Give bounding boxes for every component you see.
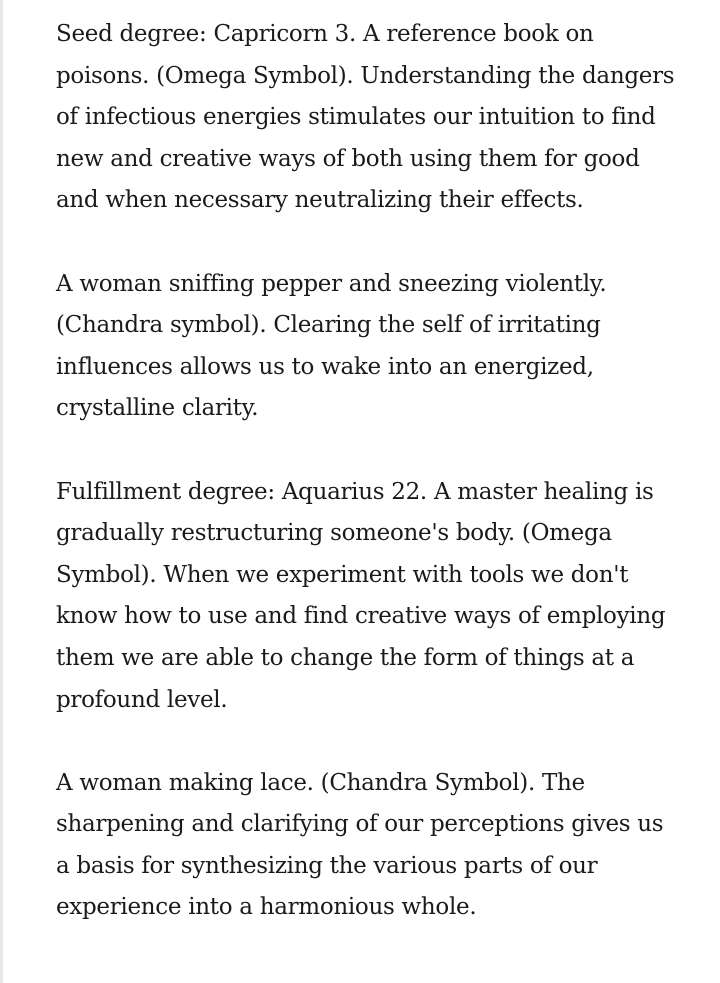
paragraph-seed-degree: Seed degree: Capricorn 3. A reference book on poisons. (Omega Symbol). Understanding the dangers of infectious energies stimulates our intuition to find new and creative ways of both using them for good and when necessary neutralizing their effects. — [56, 21, 675, 214]
article-body — [56, 14, 676, 929]
paragraph-fulfillment-degree: Fulfillment degree: Aquarius 22. A master healing is gradually restructuring someone's body. (Omega Symbol). When we experiment with tools we don't know how to use and find creative ways of employing them we are able to change the form of things at a profound level. — [56, 478, 666, 713]
left-border — [0, 0, 3, 983]
paragraph-chandra-lace: A woman making lace. (Chandra Symbol). The sharpening and clarifying of our perceptions gives us a basis for synthesizing the various parts of our experience into a harmonious whole. — [56, 769, 664, 921]
paragraph-chandra-pepper: A woman sniffing pepper and sneezing violently. (Chandra symbol). Clearing the self of irritating influences allows us to wake into an energized, crystalline clarity. — [56, 270, 607, 422]
